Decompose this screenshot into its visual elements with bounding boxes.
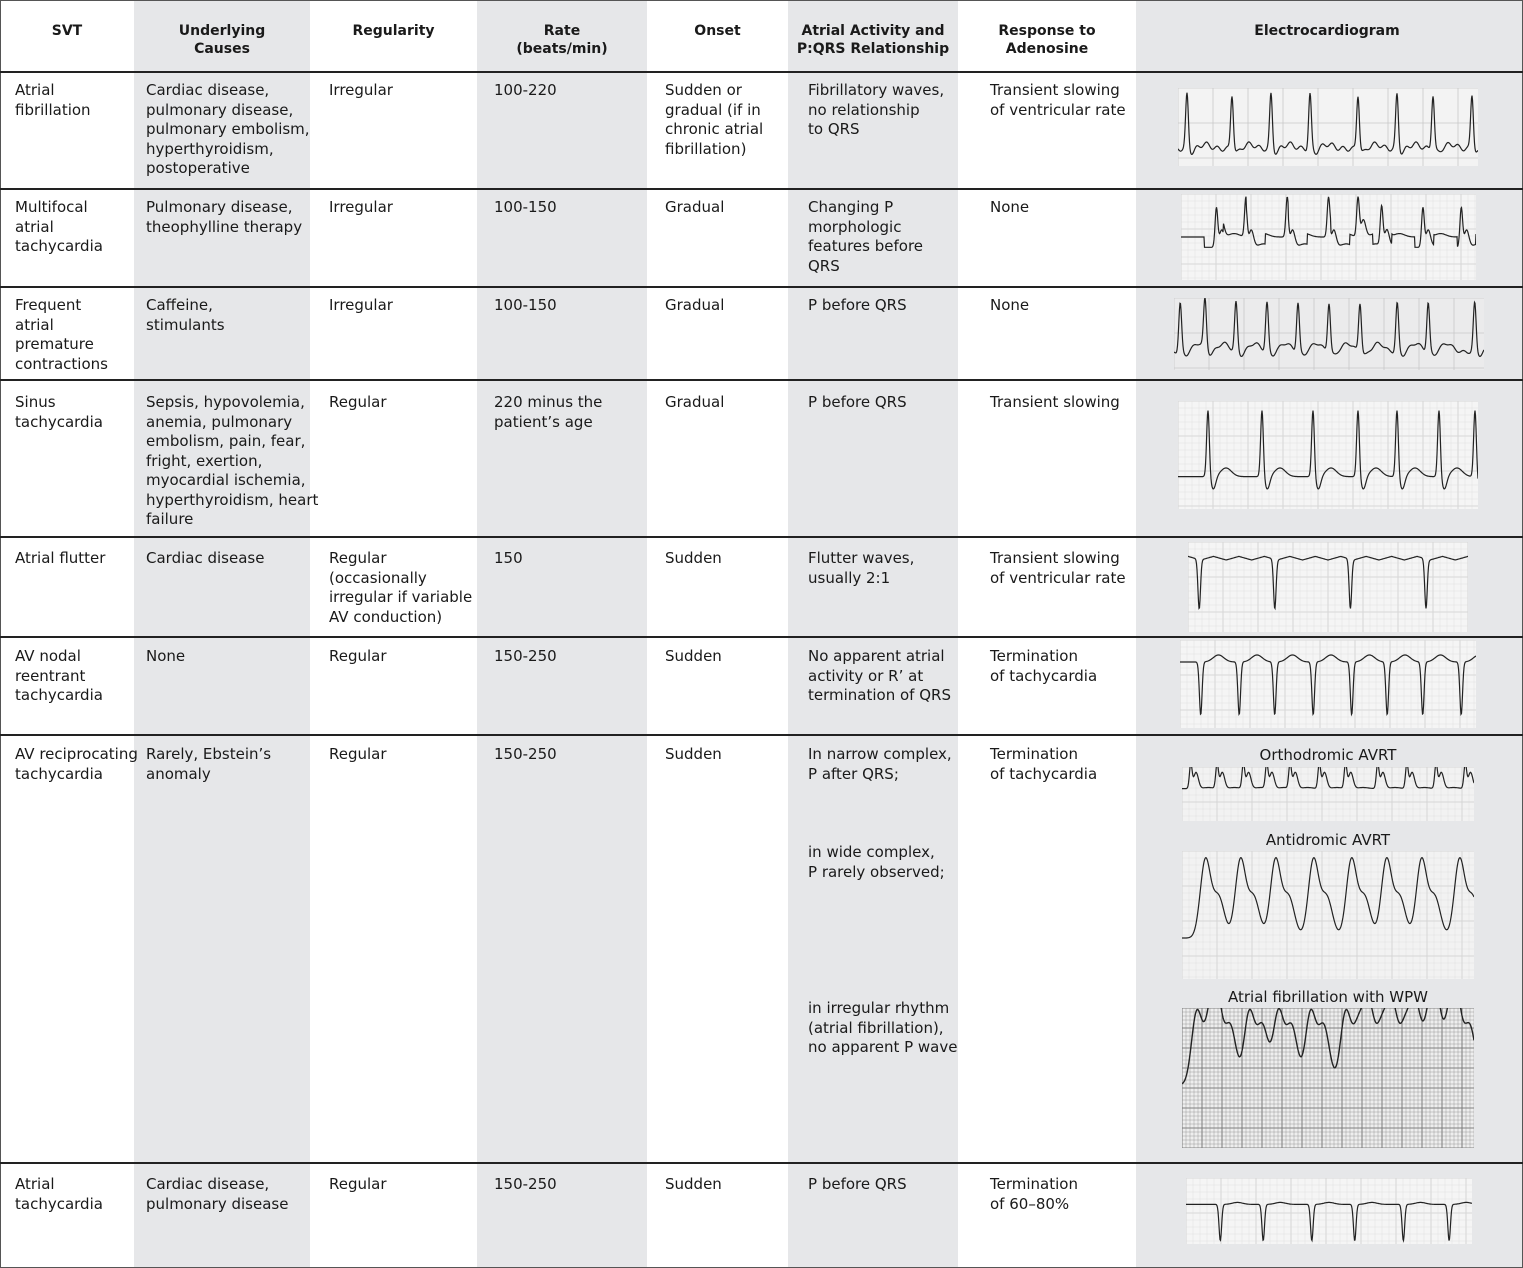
cell-regularity: Regular bbox=[329, 1175, 387, 1193]
cell-causes: Cardiac disease, pulmonary disease, pulmonary embolism, hyperthyroidism, postoperative bbox=[146, 81, 310, 177]
row-divider bbox=[0, 636, 1523, 638]
ecg-paper bbox=[1178, 401, 1478, 509]
ecg-strip-sinus-tachycardia bbox=[1178, 401, 1478, 509]
cell-rate: 100-150 bbox=[494, 198, 557, 216]
cell-adenosine: Termination of 60–80% bbox=[990, 1175, 1078, 1213]
cell-atrial: In narrow complex, P after QRS; bbox=[808, 745, 952, 783]
cell-adenosine: Termination of tachycardia bbox=[990, 745, 1098, 783]
cell-atrial: No apparent atrial activity or R’ at termination of QRS bbox=[808, 647, 951, 704]
ecg-paper bbox=[1180, 640, 1476, 728]
ecg-strip-multifocal-atrial-tachycardia bbox=[1181, 194, 1476, 280]
ecg-strip-atrial-tachycardia bbox=[1186, 1178, 1472, 1244]
cell-rate: 150-250 bbox=[494, 1175, 557, 1193]
cell-adenosine: Transient slowing of ventricular rate bbox=[990, 549, 1126, 587]
cell-rate: 100-220 bbox=[494, 81, 557, 99]
ecg-trace-svg bbox=[1174, 298, 1484, 370]
ecg-label-antidromic: Antidromic AVRT bbox=[1265, 831, 1391, 849]
cell-adenosine: Transient slowing of ventricular rate bbox=[990, 81, 1126, 119]
ecg-paper bbox=[1174, 298, 1484, 370]
cell-rate: 150 bbox=[494, 549, 523, 567]
cell-atrial: P before QRS bbox=[808, 1175, 907, 1193]
cell-regularity: Regular bbox=[329, 647, 387, 665]
cell-regularity: Irregular bbox=[329, 198, 393, 216]
cell-onset: Gradual bbox=[665, 393, 725, 411]
ecg-strip-orthodromic-avrt bbox=[1182, 767, 1474, 821]
row-divider bbox=[0, 286, 1523, 288]
cell-causes: Cardiac disease, pulmonary disease bbox=[146, 1175, 289, 1213]
cell-rate: 150-250 bbox=[494, 745, 557, 763]
header-regularity: Regularity bbox=[352, 23, 435, 39]
ecg-strip-avnrt bbox=[1180, 640, 1476, 728]
cell-svt: Frequent atrial premature contractions bbox=[15, 296, 108, 373]
cell-onset: Sudden bbox=[665, 647, 722, 665]
ecg-strip-atrial-fibrillation bbox=[1178, 88, 1478, 166]
header-onset: Onset bbox=[694, 23, 741, 39]
cell-atrial: Fibrillatory waves, no relationship to QRS bbox=[808, 81, 945, 138]
header-svt: SVT bbox=[51, 23, 83, 39]
ecg-trace-svg bbox=[1186, 1178, 1472, 1244]
row-divider bbox=[0, 536, 1523, 538]
cell-svt: Multifocal atrial tachycardia bbox=[15, 198, 103, 255]
header-causes: Underlying Causes bbox=[178, 23, 266, 57]
cell-svt: Atrial tachycardia bbox=[15, 1175, 103, 1213]
ecg-label-orthodromic: Orthodromic AVRT bbox=[1259, 746, 1397, 764]
row-divider bbox=[0, 379, 1523, 381]
ecg-trace-svg bbox=[1188, 542, 1468, 632]
cell-atrial-wide: in wide complex, P rarely observed; bbox=[808, 843, 945, 881]
cell-adenosine: None bbox=[990, 296, 1030, 314]
cell-causes: Pulmonary disease, theophylline therapy bbox=[146, 198, 303, 236]
ecg-strip-af-wpw bbox=[1182, 1008, 1474, 1148]
cell-adenosine: Termination of tachycardia bbox=[990, 647, 1098, 685]
cell-atrial: P before QRS bbox=[808, 296, 907, 314]
cell-onset: Gradual bbox=[665, 198, 725, 216]
ecg-trace-svg bbox=[1178, 88, 1478, 166]
row-divider bbox=[0, 188, 1523, 190]
cell-regularity: Regular bbox=[329, 745, 387, 763]
cell-adenosine: Transient slowing bbox=[990, 393, 1120, 411]
cell-onset: Sudden or gradual (if in chronic atrial fibrillation) bbox=[665, 81, 764, 158]
cell-rate: 220 minus the patient’s age bbox=[494, 393, 603, 431]
cell-regularity: Irregular bbox=[329, 81, 393, 99]
ecg-paper bbox=[1181, 194, 1476, 280]
cell-regularity: Regular (occasionally irregular if variable AV conduction) bbox=[329, 549, 473, 626]
ecg-strip-antidromic-avrt bbox=[1182, 851, 1474, 979]
cell-svt: AV reciprocating tachycardia bbox=[15, 745, 138, 783]
cell-regularity: Regular bbox=[329, 393, 387, 411]
row-divider bbox=[0, 734, 1523, 736]
cell-causes: Cardiac disease bbox=[146, 549, 265, 567]
cell-atrial: Flutter waves, usually 2:1 bbox=[808, 549, 915, 587]
ecg-grid bbox=[1188, 542, 1468, 632]
cell-onset: Gradual bbox=[665, 296, 725, 314]
header-atrial: Atrial Activity and P:QRS Relationship bbox=[796, 23, 950, 57]
ecg-strip-atrial-flutter bbox=[1188, 542, 1468, 632]
cell-adenosine: None bbox=[990, 198, 1030, 216]
cell-regularity: Irregular bbox=[329, 296, 393, 314]
cell-causes: Caffeine, stimulants bbox=[146, 296, 225, 334]
cell-rate: 100-150 bbox=[494, 296, 557, 314]
row-divider bbox=[0, 1162, 1523, 1164]
cell-causes: Rarely, Ebstein’s anomaly bbox=[146, 745, 272, 783]
ecg-paper bbox=[1182, 767, 1474, 821]
cell-svt: Sinus tachycardia bbox=[15, 393, 103, 431]
ecg-label-af-wpw: Atrial fibrillation with WPW bbox=[1228, 988, 1428, 1006]
ecg-trace-svg bbox=[1182, 1008, 1474, 1148]
cell-atrial: Changing P morphologic features before QRS bbox=[808, 198, 924, 275]
ecg-trace-svg bbox=[1182, 851, 1474, 979]
cell-onset: Sudden bbox=[665, 1175, 722, 1193]
ecg-trace-svg bbox=[1182, 767, 1474, 821]
cell-svt: Atrial fibrillation bbox=[15, 81, 91, 119]
header-ecg: Electrocardiogram bbox=[1254, 23, 1400, 39]
ecg-trace-svg bbox=[1178, 401, 1478, 509]
row-divider bbox=[0, 71, 1523, 73]
cell-causes: None bbox=[146, 647, 186, 665]
ecg-paper bbox=[1182, 851, 1474, 979]
cell-rate: 150-250 bbox=[494, 647, 557, 665]
cell-onset: Sudden bbox=[665, 745, 722, 763]
ecg-trace-svg bbox=[1181, 194, 1476, 280]
ecg-trace-svg bbox=[1180, 640, 1476, 728]
ecg-strip-frequent-apc bbox=[1174, 298, 1484, 370]
cell-atrial-irregular: in irregular rhythm (atrial fibrillation), no apparent P wave bbox=[808, 999, 958, 1056]
header-rate: Rate (beats/min) bbox=[516, 23, 608, 57]
cell-svt: Atrial flutter bbox=[15, 549, 106, 567]
cell-causes: Sepsis, hypovolemia, anemia, pulmonary embolism, pain, fear, fright, exertion, myocardial ischemia, hyperthyroidism, heart failure bbox=[146, 393, 319, 528]
cell-svt: AV nodal reentrant tachycardia bbox=[15, 647, 103, 704]
cell-onset: Sudden bbox=[665, 549, 722, 567]
header-adenosine: Response to Adenosine bbox=[998, 23, 1096, 57]
cell-atrial: P before QRS bbox=[808, 393, 907, 411]
